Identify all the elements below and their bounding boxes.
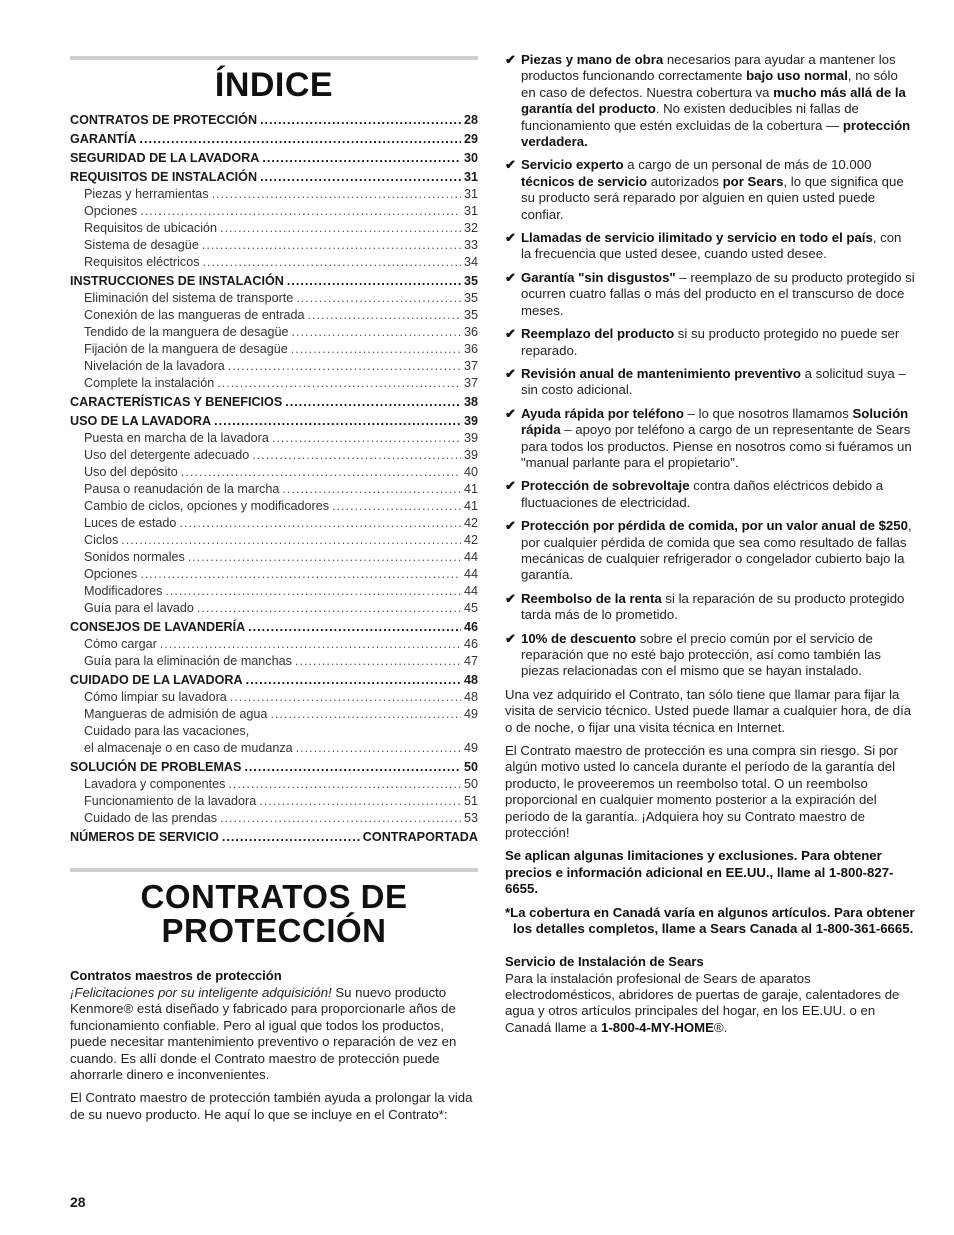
list-item: ✔ Piezas y mano de obra necesarios para ayudar a mantener los productos funcionando correctamente bajo uso normal, no sólo en caso de defectos. Nuestra cobertura va mucho más allá de la garantía del producto. No existen deducibles ni fallas de funcionamiento que estén excluidas de la cobertura — protección verdadera. xyxy=(505,52,911,150)
toc-label: Cómo limpiar su lavadora xyxy=(84,690,227,704)
toc-leader xyxy=(140,203,461,220)
toc-leader xyxy=(121,532,461,549)
toc-label: CARACTERÍSTICAS Y BENEFICIOS xyxy=(70,395,283,409)
toc-entry xyxy=(70,341,478,358)
toc-page: 35 xyxy=(463,274,478,288)
toc-page: 32 xyxy=(463,221,478,235)
toc-page: 51 xyxy=(463,794,478,808)
toc-label: Uso del detergente adecuado xyxy=(84,448,250,462)
toc-label: SEGURIDAD DE LA LAVADORA xyxy=(70,151,260,165)
toc-leader xyxy=(181,464,461,481)
installation-heading: Servicio de Instalación de Sears xyxy=(505,953,704,969)
list-item: ✔ Protección de sobrevoltaje contra daños eléctricos debido a fluctuaciones de electricidad. xyxy=(505,478,884,510)
checkmark-icon: ✔ xyxy=(505,630,517,646)
toc-entry xyxy=(70,131,478,148)
toc-label: Lavadora y componentes xyxy=(84,777,226,791)
toc-page: 40 xyxy=(463,465,478,479)
list-item: ✔ Reemplazo del producto si su producto protegido no puede ser reparado. xyxy=(505,326,900,358)
toc-leader xyxy=(214,413,461,430)
toc-entry xyxy=(70,636,478,653)
toc-label: Piezas y herramientas xyxy=(84,187,209,201)
toc-entry xyxy=(70,600,478,617)
toc-page: 34 xyxy=(463,255,478,269)
installation-phone: 1-800-4-MY-HOME xyxy=(601,1019,714,1035)
toc-leader xyxy=(332,498,461,515)
list-item: ✔ Protección por pérdida de comida, por un valor anual de $250, por cualquier pérdida de comida que sea como resultado de fallas mecánicas de cualquier refrigerador o congelador cubierto bajo la garantía. xyxy=(505,518,912,583)
list-item: ✔ Ayuda rápida por teléfono – lo que nosotros llamamos Solución rápida – apoyo por teléfono a cargo de un representante de Sears para todos los productos. Piense en nosotros como si fuéramos un "manual parlante para el propietario". xyxy=(505,405,912,470)
toc-leader xyxy=(282,481,461,498)
canada-notice: *La cobertura en Canadá varía en algunos artículos. Para obtener los detalles completos, llame a Sears Canada al 1-800-361-6665. xyxy=(505,904,915,937)
toc-entry xyxy=(70,532,478,549)
toc-leader xyxy=(260,112,461,129)
toc-label: Funcionamiento de la lavadora xyxy=(84,794,257,808)
toc-entry xyxy=(70,689,478,706)
toc-label: Sistema de desagüe xyxy=(84,238,199,252)
toc-entry xyxy=(70,203,478,220)
risk-free-paragraph: El Contrato maestro de protección es una compra sin riesgo. Si por algún motivo usted lo cancela durante el período de la garantía del producto, le proveeremos un reembolso total. O un reembolso proporcional en cualquier momento posterior a la expiración del período de la garantía. ¡Adquiera hoy su Contrato maestro de protección! xyxy=(505,743,898,841)
protection-title-line1: CONTRATOS DE xyxy=(140,878,408,915)
toc-leader xyxy=(296,290,461,307)
toc-label: Cuidado de las prendas xyxy=(84,811,218,825)
toc-leader xyxy=(262,150,461,167)
toc-leader xyxy=(295,653,461,670)
toc-label: SOLUCIÓN DE PROBLEMAS xyxy=(70,760,242,774)
toc-page: 48 xyxy=(463,690,478,704)
toc-entry xyxy=(70,220,478,237)
toc-page: 31 xyxy=(463,187,478,201)
toc-entry xyxy=(70,186,478,203)
checkmark-icon: ✔ xyxy=(505,518,517,534)
toc-entry xyxy=(70,566,478,583)
toc-page: 39 xyxy=(463,414,478,428)
toc-leader xyxy=(212,186,461,203)
toc-label: Luces de estado xyxy=(84,516,177,530)
toc-label: Requisitos eléctricos xyxy=(84,255,200,269)
toc-label: Uso del depósito xyxy=(84,465,178,479)
toc-leader xyxy=(197,600,461,617)
checkmark-icon: ✔ xyxy=(505,157,517,173)
toc-label: Cambio de ciclos, opciones y modificadores xyxy=(84,499,329,513)
toc-leader xyxy=(246,672,461,689)
toc-leader xyxy=(220,220,461,237)
toc-leader xyxy=(259,793,461,810)
master-contracts-heading: Contratos maestros de protección xyxy=(70,968,282,983)
toc-entry xyxy=(70,464,478,481)
toc-label: el almacenaje o en caso de mudanza xyxy=(84,741,293,755)
toc-entry xyxy=(70,447,478,464)
toc-label: REQUISITOS DE INSTALACIÓN xyxy=(70,170,258,184)
index-title: ÍNDICE xyxy=(214,66,334,104)
toc-entry xyxy=(70,169,478,186)
toc-page: 46 xyxy=(463,637,478,651)
checkmark-icon: ✔ xyxy=(505,478,517,494)
toc-entry xyxy=(70,706,478,723)
toc-entry xyxy=(70,776,478,793)
toc-entry xyxy=(70,481,478,498)
toc-page: 29 xyxy=(463,132,478,146)
toc-entry: Cuidado para las vacaciones, xyxy=(84,724,250,738)
toc-leader xyxy=(248,619,461,636)
list-item: ✔ Reembolso de la renta si la reparación de su producto protegido tarda más de lo prometido. xyxy=(505,590,905,623)
toc-leader xyxy=(260,169,461,186)
toc-page: 38 xyxy=(463,395,478,409)
toc-page: 41 xyxy=(463,499,478,513)
toc-entry xyxy=(70,515,478,532)
toc-page: 39 xyxy=(463,448,478,462)
toc-page: 41 xyxy=(463,482,478,496)
list-item: ✔ Revisión anual de mantenimiento preventivo a solicitud suya – sin costo adicional. xyxy=(505,365,906,398)
toc-page: 44 xyxy=(463,550,478,564)
toc-entry xyxy=(70,358,478,375)
toc-entry xyxy=(70,254,478,271)
toc-leader xyxy=(252,447,461,464)
toc-label: Guía para el lavado xyxy=(84,601,194,615)
toc-entry xyxy=(70,324,478,341)
toc-page: 47 xyxy=(463,654,478,668)
left-column xyxy=(70,56,478,1130)
toc-entry xyxy=(70,394,478,411)
checkmark-icon: ✔ xyxy=(505,269,517,285)
toc-label: Cómo cargar xyxy=(84,637,157,651)
toc-label: Complete la instalación xyxy=(84,376,215,390)
toc-leader xyxy=(165,583,461,600)
toc-page: 53 xyxy=(463,811,478,825)
toc-page: 39 xyxy=(463,431,478,445)
toc-page: 35 xyxy=(463,308,478,322)
toc-label: Sonidos normales xyxy=(84,550,185,564)
toc-page: 28 xyxy=(463,113,478,127)
toc-leader xyxy=(228,358,461,375)
installation-text: Para la instalación profesional de Sears de aparatos electrodomésticos, abridores de puertas de garaje, calentadores de agua y otros artículos principales del hogar, en los EE.UU. o en Canadá llame a xyxy=(505,970,900,1035)
toc-label: CUIDADO DE LA LAVADORA xyxy=(70,673,243,687)
toc-page: 44 xyxy=(463,584,478,598)
toc-label: Fijación de la manguera de desagüe xyxy=(84,342,288,356)
toc-label: GARANTÍA xyxy=(70,132,137,146)
toc-leader xyxy=(188,549,461,566)
checkmark-icon: ✔ xyxy=(505,590,517,606)
toc-page: 31 xyxy=(463,170,478,184)
table-of-contents xyxy=(70,112,478,846)
toc-leader xyxy=(203,254,461,271)
list-item: ✔ 10% de descuento sobre el precio común por el servicio de reparación que no esté bajo protección, así como también las piezas relacionadas con el mismo que se hayan instalado. xyxy=(505,630,881,679)
toc-leader xyxy=(270,706,461,723)
contract-includes-paragraph: El Contrato maestro de protección también ayuda a prolongar la vida de su nuevo producto. He aquí lo que se incluye en el Contrato*: xyxy=(70,1090,473,1122)
toc-leader xyxy=(217,375,461,392)
toc-leader xyxy=(228,776,461,793)
toc-entry xyxy=(70,307,478,324)
toc-leader xyxy=(285,394,461,411)
toc-label: Guía para la eliminación de manchas xyxy=(84,654,292,668)
toc-page: 44 xyxy=(463,567,478,581)
toc-label: Mangueras de admisión de agua xyxy=(84,707,268,721)
toc-leader xyxy=(244,759,461,776)
toc-entry xyxy=(70,430,478,447)
toc-page: 50 xyxy=(463,760,478,774)
list-item: ✔ Garantía "sin disgustos" – reemplazo de su producto protegido si ocurren cuatro fallas o más del producto en el transcurso de doce meses. xyxy=(505,269,915,318)
checkmark-icon: ✔ xyxy=(505,230,517,246)
toc-label: CONTRATOS DE PROTECCIÓN xyxy=(70,113,258,127)
toc-entry xyxy=(70,829,478,846)
limitations-notice: Se aplican algunas limitaciones y exclusiones. Para obtener precios e información adicional en EE.UU., llame al 1-800-827-6655. xyxy=(505,848,894,897)
toc-leader xyxy=(296,740,461,757)
toc-label: Modificadores xyxy=(84,584,163,598)
toc-entry xyxy=(70,672,478,689)
toc-page: 50 xyxy=(463,777,478,791)
benefits-list xyxy=(505,52,915,680)
toc-page: 35 xyxy=(463,291,478,305)
toc-entry xyxy=(70,583,478,600)
toc-label: CONSEJOS DE LAVANDERÍA xyxy=(70,620,246,634)
section-rule xyxy=(70,868,478,872)
toc-entry xyxy=(70,413,478,430)
toc-leader xyxy=(139,131,461,148)
checkmark-icon: ✔ xyxy=(505,52,517,67)
toc-leader xyxy=(202,237,461,254)
toc-label: Eliminación del sistema de transporte xyxy=(84,291,294,305)
checkmark-icon: ✔ xyxy=(505,326,517,342)
toc-label: Conexión de las mangueras de entrada xyxy=(84,308,305,322)
toc-page: 49 xyxy=(463,741,478,755)
toc-leader xyxy=(287,273,461,290)
toc-leader xyxy=(140,566,461,583)
congrats-italic: ¡Felicitaciones por su inteligente adquisición! xyxy=(70,985,332,1000)
toc-leader xyxy=(179,515,461,532)
installation-end: ®. xyxy=(713,1019,728,1035)
toc-page: 48 xyxy=(463,673,478,687)
toc-page: 31 xyxy=(463,204,478,218)
toc-leader xyxy=(308,307,461,324)
toc-label: Ciclos xyxy=(84,533,119,547)
list-item: ✔ Llamadas de servicio ilimitado y servicio en todo el país, con la frecuencia que usted desee, cuando usted desee. xyxy=(505,230,902,262)
after-purchase-paragraph: Una vez adquirido el Contrato, tan sólo tiene que llamar para fijar la visita de servicio técnico. Usted puede llamar a cualquier hora, de día o de noche, o fijar una visita técnica en Internet. xyxy=(505,686,912,735)
toc-page: 30 xyxy=(463,151,478,165)
installation-paragraph xyxy=(505,971,915,1037)
toc-page: 42 xyxy=(463,533,478,547)
toc-page: 37 xyxy=(463,376,478,390)
intro-paragraph xyxy=(70,985,478,1083)
toc-label: Puesta en marcha de la lavadora xyxy=(84,431,269,445)
toc-leader xyxy=(160,636,461,653)
toc-label: Pausa o reanudación de la marcha xyxy=(84,482,280,496)
toc-label: Nivelación de la lavadora xyxy=(84,359,225,373)
toc-page: CONTRAPORTADA xyxy=(362,830,478,844)
toc-label: Opciones xyxy=(84,204,138,218)
toc-leader xyxy=(291,324,461,341)
toc-entry xyxy=(70,273,478,290)
toc-entry xyxy=(70,653,478,670)
checkmark-icon: ✔ xyxy=(505,365,517,381)
toc-label: Opciones xyxy=(84,567,138,581)
checkmark-icon: ✔ xyxy=(505,405,517,421)
toc-page: 42 xyxy=(463,516,478,530)
toc-entry xyxy=(70,290,478,307)
toc-page: 33 xyxy=(463,238,478,252)
toc-page: 49 xyxy=(463,707,478,721)
toc-page: 37 xyxy=(463,359,478,373)
toc-page: 46 xyxy=(463,620,478,634)
right-column xyxy=(505,52,915,1043)
intro-rest: Su nuevo producto Kenmore® está diseñado y fabricado para proporcionarle años de funcionamiento confiable. Pero al igual que todos los productos, puede necesitar mantenimiento preventivo o reparación de vez en cuando. Es allí donde el Contrato maestro de protección puede ahorrarle dinero e inconvenientes. xyxy=(70,985,457,1083)
toc-label: Tendido de la manguera de desagüe xyxy=(84,325,289,339)
toc-page: 36 xyxy=(463,325,478,339)
toc-entry xyxy=(70,237,478,254)
toc-entry xyxy=(70,498,478,515)
toc-leader xyxy=(272,430,461,447)
toc-entry xyxy=(70,619,478,636)
toc-label: Requisitos de ubicación xyxy=(84,221,218,235)
toc-entry xyxy=(70,549,478,566)
toc-label: NÚMEROS DE SERVICIO xyxy=(70,830,219,844)
toc-entry xyxy=(70,375,478,392)
toc-label: INSTRUCCIONES DE INSTALACIÓN xyxy=(70,274,284,288)
toc-page: 45 xyxy=(463,601,478,615)
toc-entry xyxy=(70,740,478,757)
toc-entry xyxy=(70,810,478,827)
page-number: 28 xyxy=(70,1194,86,1210)
toc-label: USO DE LA LAVADORA xyxy=(70,414,212,428)
toc-leader xyxy=(222,829,360,846)
toc-entry xyxy=(70,793,478,810)
top-rule xyxy=(70,56,478,60)
toc-entry xyxy=(70,759,478,776)
toc-entry xyxy=(70,112,478,129)
toc-leader xyxy=(220,810,461,827)
toc-leader xyxy=(291,341,461,358)
protection-title-line2: PROTECCIÓN xyxy=(161,912,387,949)
list-item: ✔ Servicio experto a cargo de un personal de más de 10.000 técnicos de servicio autorizados por Sears, lo que significa que su producto será reparado por alguien en quien usted puede confiar. xyxy=(505,157,904,222)
toc-page: 36 xyxy=(463,342,478,356)
toc-leader xyxy=(230,689,461,706)
toc-entry xyxy=(70,150,478,167)
